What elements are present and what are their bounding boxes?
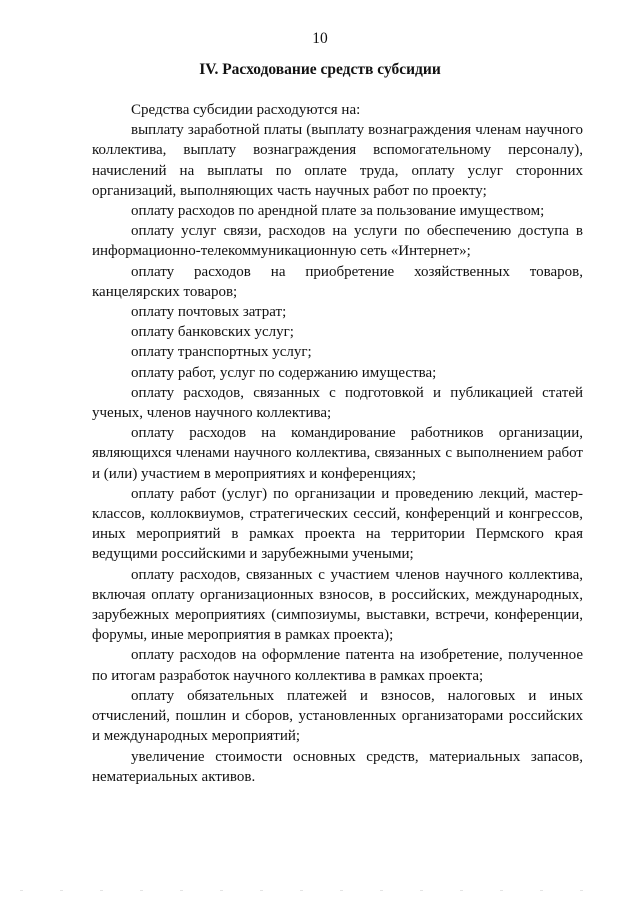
expense-item-publications: оплату расходов, связанных с подготовкой и публикацией статей ученых, членов научного коллектива; (92, 384, 583, 422)
expense-item-household-goods: оплату расходов на приобретение хозяйственных товаров, канцелярских товаров; (92, 263, 583, 300)
expense-item-rent: оплату расходов по арендной плате за пользование имуществом; (131, 203, 545, 220)
section-title: IV. Расходование средств субсидии (199, 61, 441, 78)
expense-item-patent: оплату расходов на оформление патента на изобретение, полученное по итогам разработок научного коллектива в рамках проекта; (92, 647, 583, 684)
expense-item-salary: выплату заработной платы (выплату вознаграждения членам научного коллектива, выплату вознаграждения вспомогательному персоналу), начислений на выплаты по оплате труда, оплату услуг сторонних организаций, выполняющих часть научных работ по проекту; (92, 122, 583, 199)
expense-item-property-maintenance: оплату работ, услуг по содержанию имущества; (131, 364, 437, 381)
page-number: 10 (312, 30, 328, 47)
expense-item-communication: оплату услуг связи, расходов на услуги по обеспечению доступа в информационно-телекоммуникационную сеть «Интернет»; (92, 223, 583, 260)
scan-edge-artifact (20, 890, 620, 891)
expense-item-banking: оплату банковских услуг; (131, 324, 294, 341)
expense-item-transport: оплату транспортных услуг; (131, 344, 312, 361)
expense-item-business-trips: оплату расходов на командирование работников организации, являющихся членами научного коллектива, связанных с выполнением работ и (или) участием в мероприятиях и конференциях; (92, 425, 583, 482)
expense-item-postal: оплату почтовых затрат; (131, 304, 287, 321)
expense-item-lectures-events: оплату работ (услуг) по организации и проведению лекций, мастер-классов, коллоквиумов, стратегических сессий, конференций и конгрессов, иных мероприятий в рамках проекта на территории Пермского края ведущими российскими и зарубежными учеными; (92, 485, 583, 563)
expense-item-mandatory-payments: оплату обязательных платежей и взносов, налоговых и иных отчислений, пошлин и сборов, установленных организаторами российских и международных мероприятий; (92, 687, 583, 745)
intro-paragraph: Средства субсидии расходуются на: (131, 102, 361, 118)
expense-item-participation-fees: оплату расходов, связанных с участием членов научного коллектива, включая оплату организационных взносов, в российских, международных, зарубежных мероприятиях (симпозиумы, выставки, встречи, конференции, форумы, иные мероприятия в рамках проекта); (92, 566, 583, 644)
section-body (92, 100, 583, 787)
expense-item-fixed-assets: увеличение стоимости основных средств, материальных запасов, нематериальных активов. (92, 748, 583, 785)
